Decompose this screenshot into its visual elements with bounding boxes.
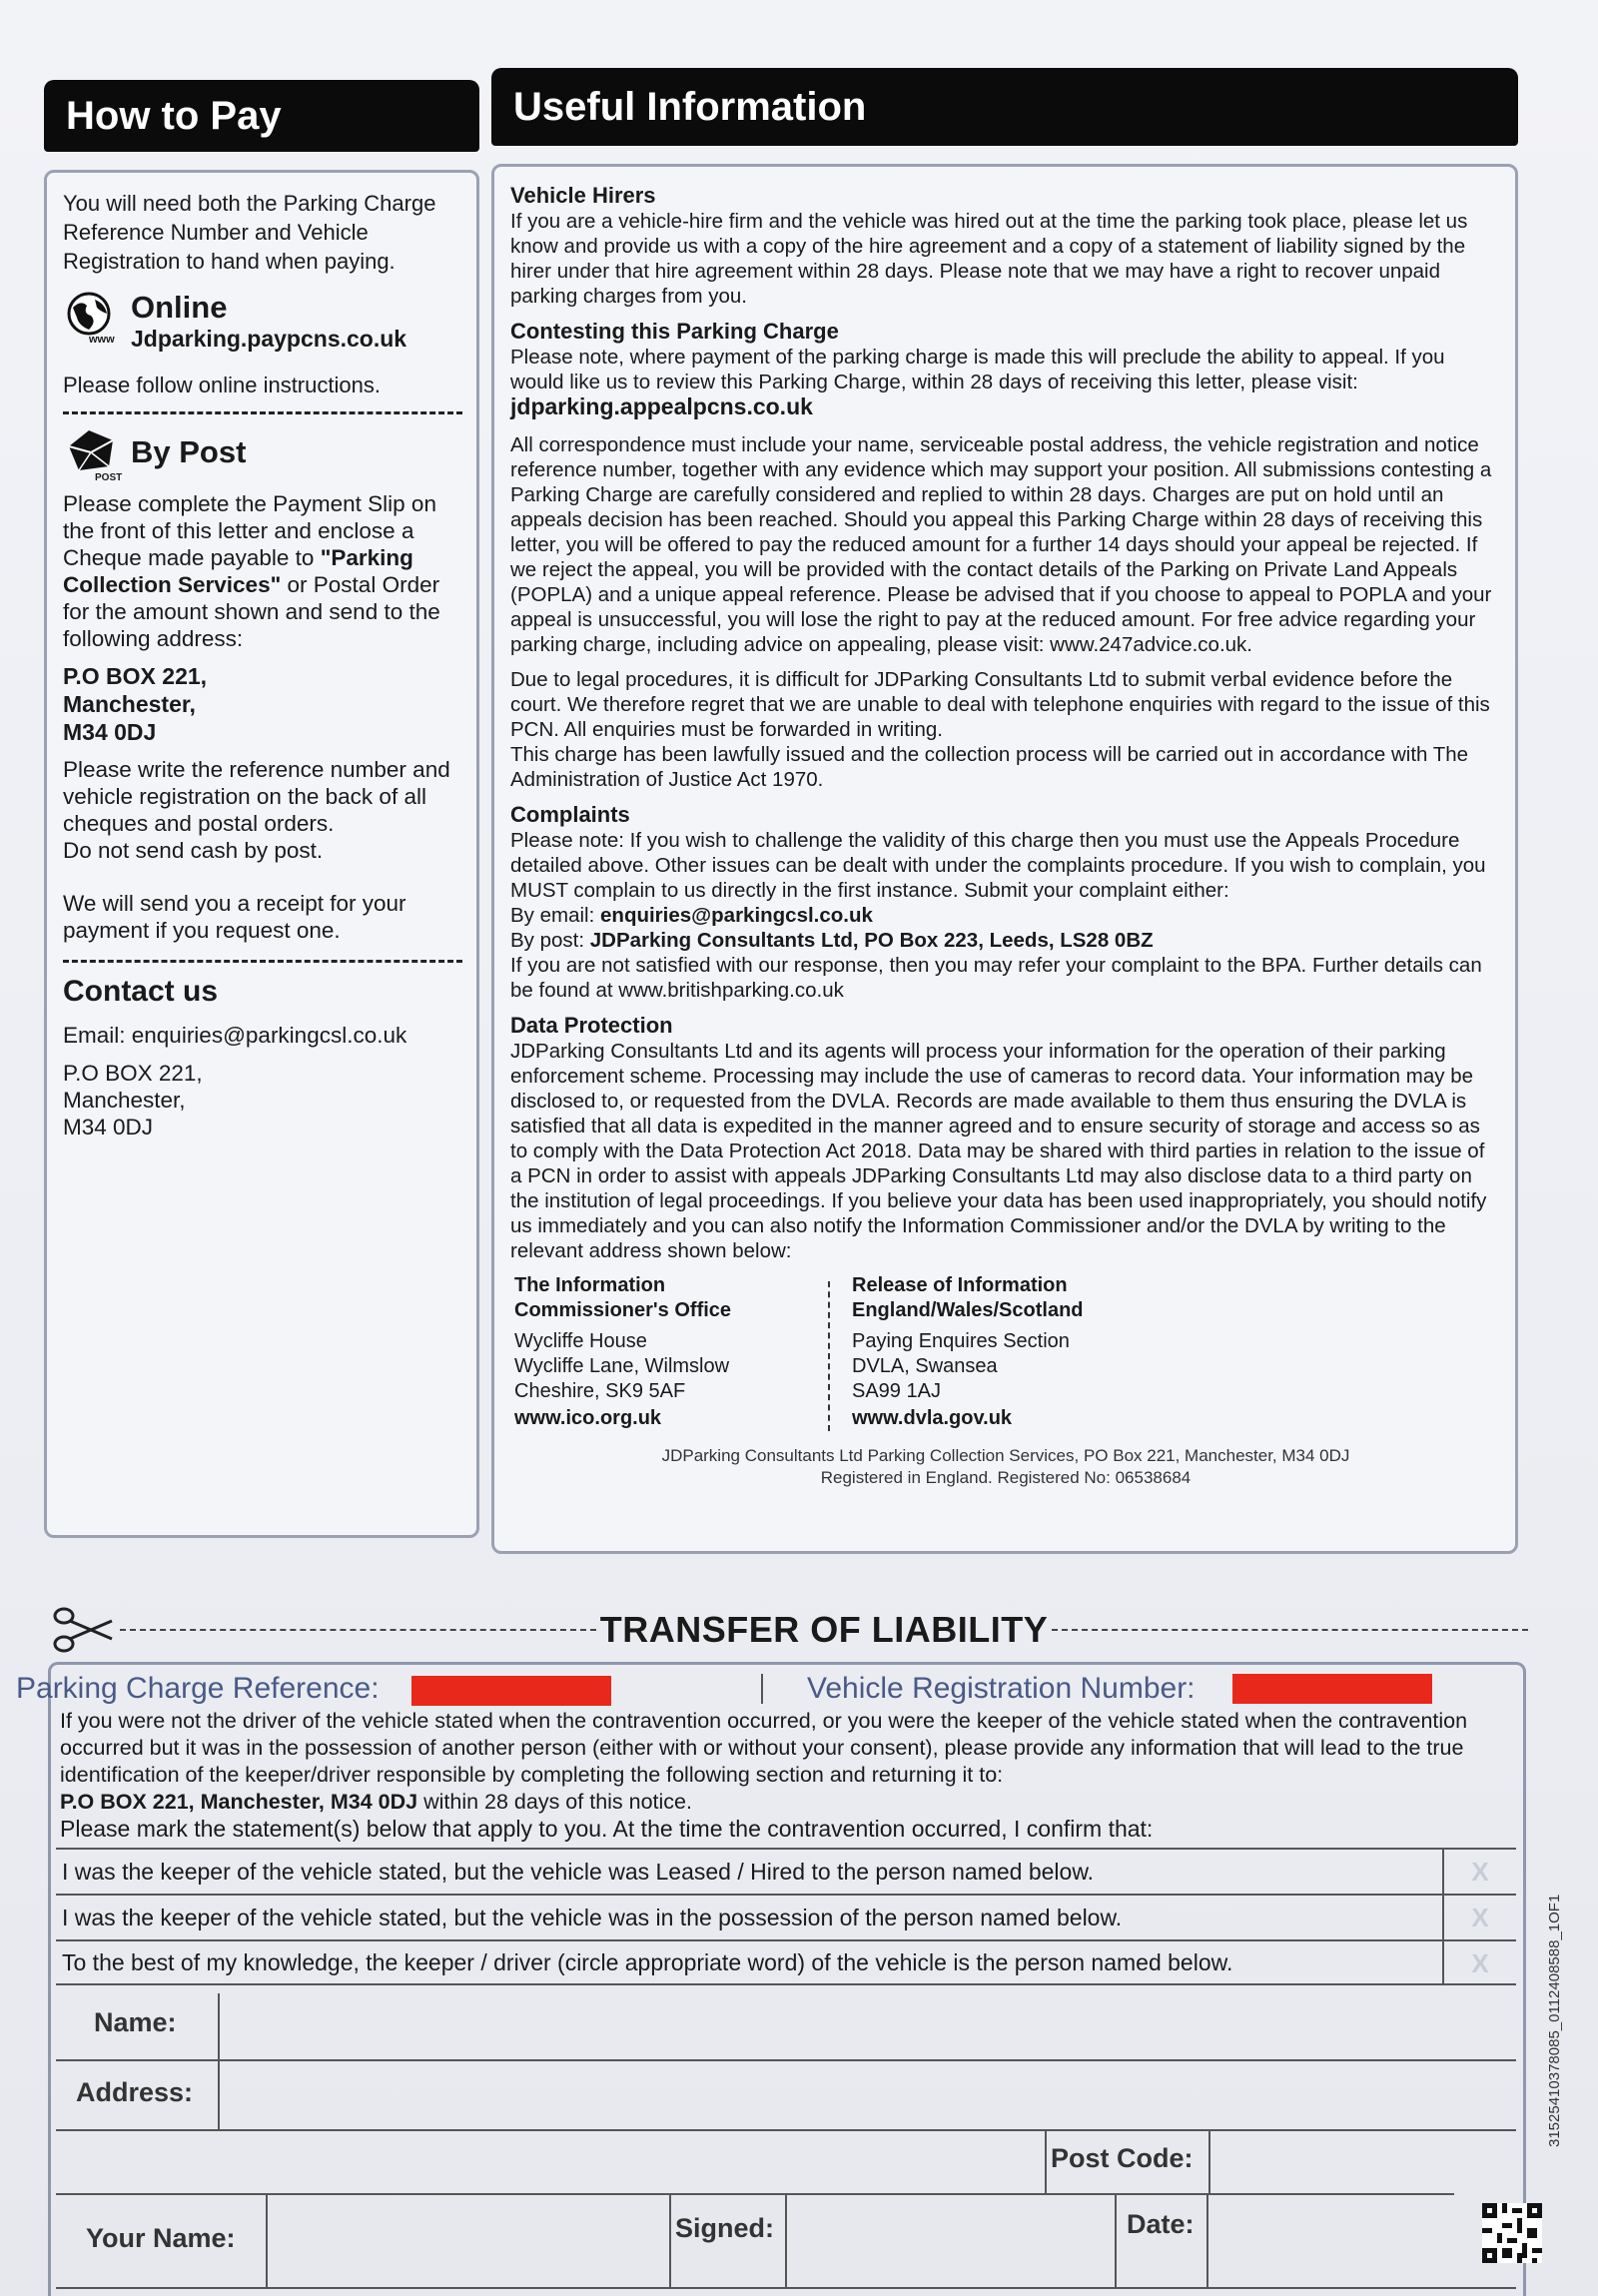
- pay-intro: You will need both the Parking Charge Reference Number and Vehicle Registration to hand when paying.: [63, 191, 436, 274]
- reference-row: [14, 1668, 1512, 1712]
- statement-row: [56, 1848, 1516, 1894]
- how-to-pay-header: [44, 80, 479, 152]
- form-line: [56, 2287, 1516, 2289]
- statement-row: [56, 1894, 1516, 1939]
- data-protection-text: JDParking Consultants Ltd and its agents will process your information for the operation of their parking enforcement scheme. Processing may include the use of cameras to record data. Your information may be disclosed to, or requested from the DVLA. Records are made available to them thus ensuring the DVLA is satisfied that all data is expedited in the manner agreed and to ensure security of storage and access so as to comply with the Data Protection Act 2018. Data may be shared with third parties in relation to the issue of a PCN in order to assist with appeals JDParking Consultants Ltd may also disclose data to a third party on the institution of legal proceedings. If you believe your data has been used inappropriately, you should notify us immediately and you can also notify the Information Commissioner and/or the DVLA by writing to the relevant address shown below:: [510, 1040, 1487, 1262]
- envelope-icon: [63, 426, 123, 483]
- post-address-line: Manchester,: [63, 691, 196, 717]
- complaints-heading: Complaints: [510, 802, 630, 827]
- post-method: [63, 426, 462, 482]
- form-col-divider: [1115, 2193, 1117, 2287]
- online-title: Online: [131, 290, 228, 325]
- document-code: [1544, 1858, 1566, 2147]
- post-text-2: or Postal Order for the amount shown and send to the following address:: [63, 572, 440, 651]
- post-address: [63, 662, 462, 746]
- contact-address-line: M34 0DJ: [63, 1115, 154, 1140]
- mark-statements-note: Please mark the statement(s) below that apply to you. At the time the contravention occurred, I confirm that:: [60, 1816, 1154, 1842]
- correspondence-text: All correspondence must include your name, serviceable postal address, the vehicle registration and notice reference number, together with any evidence which may support your position. All submissions contesting a Parking Charge are carefully considered and replied to within 28 days. Charges are put on hold until an appeals decision has been reached. Should you appeal this Parking Charge within 28 days of receiving this letter, you will be offered to pay the reduced amount for a further 14 days should your appeal be rejected. If we reject the appeal, you will be provided with the contact details of the Parking on Private Land Appeals (POPLA) and a unique appeal reference. Please be advised that if you choose to appeal to POPLA and your appeal is unsuccessful, you will lose the right to pay at the reduced amount. For free advice regarding your parking charge, including advice on appealing, please visit: www.247advice.co.uk.: [510, 433, 1492, 656]
- separator: [63, 960, 462, 963]
- complaints-text: [510, 828, 1501, 1003]
- ico-address: [514, 1273, 814, 1431]
- complaints-email[interactable]: enquiries@parkingcsl.co.uk: [600, 904, 873, 927]
- contact-address-line: P.O BOX 221,: [63, 1061, 203, 1086]
- online-url[interactable]: Jdparking.paypcns.co.uk: [131, 326, 407, 352]
- ref-divider: [761, 1674, 763, 1704]
- post-label: By post:: [510, 929, 585, 952]
- dvla-line: DVLA, Swansea: [852, 1355, 998, 1377]
- useful-info-title: Useful Information: [513, 84, 867, 129]
- return-suffix: within 28 days of this notice.: [423, 1790, 692, 1814]
- statement-checkbox[interactable]: X: [1442, 1896, 1516, 1939]
- signed-label: Signed:: [675, 2213, 774, 2243]
- form-col-divider: [785, 2193, 787, 2287]
- vehicle-reg-label: Vehicle Registration Number:: [807, 1672, 1196, 1705]
- dvla-line: Paying Enquires Section: [852, 1330, 1070, 1352]
- ico-line: Wycliffe House: [514, 1330, 647, 1352]
- useful-info-column: [491, 68, 1518, 1556]
- postcode-label: Post Code:: [1051, 2143, 1194, 2173]
- address-field[interactable]: [222, 2063, 1510, 2125]
- qr-code-icon: [1482, 2203, 1542, 2263]
- scissors-icon: [50, 1605, 114, 1655]
- return-address: P.O BOX 221, Manchester, M34 0DJ: [60, 1790, 418, 1814]
- statement-checkbox[interactable]: X: [1442, 1941, 1516, 1985]
- ico-line: Cheshire, SK9 5AF: [514, 1380, 686, 1402]
- form-col-divider: [266, 2193, 268, 2287]
- name-field[interactable]: [222, 1997, 1510, 2055]
- ico-line: Wycliffe Lane, Wilmslow: [514, 1355, 730, 1377]
- complaints-body: Please note: If you wish to challenge the validity of this charge then you must use the Appeals Procedure detailed above. Other issues can be dealt with under the complaints procedure. If you wish to complain, you MUST complain to us directly in the first instance. Submit your complaint either:: [510, 829, 1486, 902]
- cut-line: [1052, 1629, 1528, 1631]
- name-label: Name:: [94, 2007, 177, 2037]
- contact-email[interactable]: Email: enquiries@parkingcsl.co.uk: [63, 1023, 407, 1048]
- contesting-heading: Contesting this Parking Charge: [510, 319, 839, 344]
- useful-info-panel: [491, 164, 1518, 1554]
- how-to-pay-panel: [44, 170, 479, 1538]
- contesting-text: [510, 345, 1501, 420]
- date-label: Date:: [1127, 2209, 1195, 2239]
- statement-row: [56, 1939, 1516, 1985]
- dvla-line: SA99 1AJ: [852, 1380, 941, 1402]
- transfer-intro-text: If you were not the driver of the vehicle stated when the contravention occurred, or you were the keeper of the vehicle stated when the contravention occurred but it was in the possession of another person (either with or without your consent), please provide any information that will lead to the true identification of the keeper/driver responsible by completing the following section and returning it to:: [60, 1709, 1468, 1787]
- date-field[interactable]: [1210, 2197, 1450, 2283]
- form-line: [56, 2059, 1516, 2061]
- form-line: [56, 2129, 1516, 2131]
- how-to-pay-column: [44, 80, 479, 1556]
- appeal-url[interactable]: jdparking.appealpcns.co.uk: [510, 393, 813, 419]
- statement-text: To the best of my knowledge, the keeper / driver (circle appropriate word) of the vehicle is the person named below.: [62, 1948, 1233, 1975]
- data-protection-heading: Data Protection: [510, 1013, 673, 1038]
- by-post-title: By Post: [131, 434, 247, 469]
- form-col-divider: [669, 2193, 671, 2287]
- legal-procedures-text: [510, 667, 1501, 792]
- ico-title: Commissioner's Office: [514, 1299, 732, 1321]
- footer-line-1: JDParking Consultants Ltd Parking Collection Services, PO Box 221, Manchester, M34 0DJ: [661, 1446, 1350, 1465]
- online-method: [63, 290, 462, 353]
- vehicle-reg-redaction: [1232, 1674, 1432, 1704]
- vehicle-hirers-heading: Vehicle Hirers: [510, 183, 656, 208]
- contesting-body: Please note, where payment of the parking charge is made this will preclude the ability to appeal. If you would like us to review this Parking Charge, within 28 days of receiving this letter, please visit:: [510, 346, 1445, 393]
- post-instructions: [63, 490, 462, 652]
- contact-address: [63, 1060, 462, 1141]
- details-form: [56, 1993, 1516, 2293]
- ico-title: The Information: [514, 1274, 666, 1296]
- vehicle-hirers-text: If you are a vehicle-hire firm and the vehicle was hired out at the time the parking took place, please let us know and provide us with a copy of the hire agreement and a copy of a statement of liability signed by the hirer under that hire agreement within 28 days. Please note that we may have a right to recover unpaid parking charges from you.: [510, 210, 1468, 308]
- transfer-intro: [60, 1708, 1498, 1816]
- cash-note: Do not send cash by post.: [63, 838, 324, 863]
- transfer-title: TRANSFER OF LIABILITY: [599, 1609, 1049, 1650]
- charge-ref-label: Parking Charge Reference:: [16, 1672, 380, 1705]
- dvla-address: [852, 1273, 1192, 1431]
- your-name-label: Your Name:: [86, 2223, 236, 2253]
- post-address-line: P.O BOX 221,: [63, 663, 208, 689]
- footer-line-2: Registered in England. Registered No: 06538684: [820, 1468, 1192, 1487]
- company-footer: [510, 1445, 1501, 1489]
- post-address-line: M34 0DJ: [63, 719, 157, 745]
- statement-checkbox[interactable]: X: [1442, 1850, 1516, 1894]
- statement-text: I was the keeper of the vehicle stated, but the vehicle was Leased / Hired to the person named below.: [62, 1858, 1095, 1885]
- globe-icon: [63, 290, 119, 346]
- contact-title: Contact us: [63, 975, 219, 1008]
- address-label: Address:: [76, 2077, 194, 2107]
- document-code-text: 3152541037808​5_0112408588_1OF1: [1546, 1894, 1563, 2147]
- dvla-url[interactable]: www.dvla.gov.uk: [852, 1407, 1013, 1429]
- statement-text: I was the keeper of the vehicle stated, but the vehicle was in the possession of the person named below.: [62, 1904, 1123, 1930]
- separator: [63, 411, 462, 414]
- useful-info-header: [491, 68, 1518, 146]
- www-icon-label: www: [89, 334, 115, 346]
- signature-field[interactable]: [789, 2197, 1111, 2283]
- receipt-note: We will send you a receipt for your payment if you request one.: [63, 891, 406, 943]
- form-col-divider: [1045, 2129, 1047, 2193]
- cut-line: [120, 1629, 596, 1631]
- postcode-field[interactable]: [1212, 2133, 1452, 2189]
- dvla-title: Release of Information: [852, 1274, 1068, 1296]
- lawful-text: This charge has been lawfully issued and the collection process will be carried out in accordance with The Administration of Justice Act 1970.: [510, 743, 1469, 791]
- ref-note: Please write the reference number and vehicle registration on the back of all cheques and postal orders.: [63, 757, 450, 836]
- dvla-title: England/Wales/Scotland: [852, 1299, 1084, 1321]
- email-label: By email:: [510, 904, 595, 927]
- charge-ref-redaction: [411, 1676, 611, 1706]
- post-icon-label: POST: [95, 472, 123, 483]
- address-divider: [814, 1273, 844, 1431]
- transfer-header: [50, 1602, 1528, 1658]
- legal-text: Due to legal procedures, it is difficult for JDParking Consultants Ltd to submit verbal evidence before the court. We therefore regret that we are unable to deal with telephone enquiries with regard to the issue of this PCN. All enquiries must be forwarded in writing.: [510, 668, 1490, 741]
- bpa-text: If you are not satisfied with our response, then you may refer your complaint to the BPA. Further details can be found at www.britishparking.co.uk: [510, 954, 1482, 1002]
- post-text-1: Please complete the Payment Slip on the front of this letter and enclose a Cheque made payable to: [63, 491, 436, 570]
- address-columns: [510, 1273, 1501, 1431]
- your-name-field[interactable]: [270, 2197, 665, 2283]
- ico-url[interactable]: www.ico.org.uk: [514, 1407, 662, 1429]
- form-col-divider: [218, 1993, 220, 2129]
- online-note: Please follow online instructions.: [63, 373, 381, 397]
- form-col-divider: [1206, 2193, 1208, 2287]
- complaints-post: JDParking Consultants Ltd, PO Box 223, Leeds, LS28 0BZ: [589, 929, 1154, 952]
- contact-address-line: Manchester,: [63, 1088, 186, 1113]
- how-to-pay-title: How to Pay: [66, 93, 282, 138]
- payee-name: "Parking Collection Services": [63, 545, 413, 597]
- form-col-divider: [1208, 2129, 1210, 2193]
